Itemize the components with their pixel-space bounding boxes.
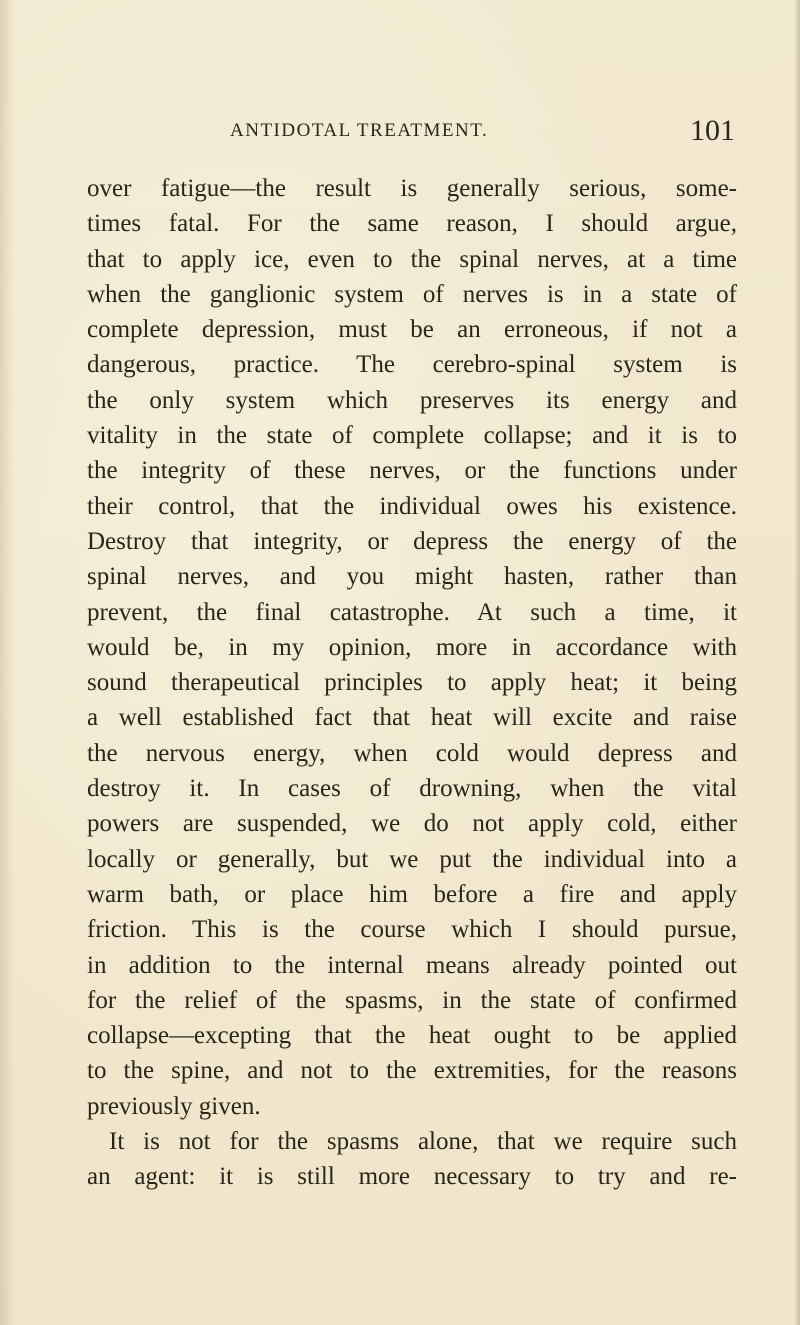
text-line: the nervous energy, when cold would depress and (87, 739, 737, 767)
text-line: over fatigue—the result is generally serious, some- (87, 175, 737, 202)
text-line: warm bath, or place him before a fire and apply (87, 880, 737, 908)
text-line: spinal nerves, and you might hasten, rather than (87, 563, 737, 591)
text-line: for the relief of the spasms, in the state of confirmed (87, 986, 737, 1014)
text-line: dangerous, practice. The cerebro-spinal system is (87, 351, 737, 379)
text-line: the only system which preserves its energy and (87, 386, 737, 414)
text-line: would be, in my opinion, more in accordance with (87, 633, 737, 661)
text-line: Destroy that integrity, or depress the energy of the (87, 527, 737, 555)
paragraph-end-line: previously given. (87, 1092, 261, 1120)
text-line: friction. This is the course which I should pursue, (87, 916, 737, 944)
running-title: ANTIDOTAL TREATMENT. (230, 120, 489, 141)
text-line: powers are suspended, we do not apply cold, either (87, 810, 737, 838)
running-head (230, 114, 735, 154)
spine-shadow (0, 0, 14, 1325)
page-number: 101 (690, 114, 735, 147)
text-line: complete depression, must be an erroneous, if not a (87, 316, 737, 344)
text-line: the integrity of these nerves, or the functions under (87, 457, 737, 485)
text-line: an agent: it is still more necessary to try and re- (87, 1163, 737, 1191)
text-line: collapse—excepting that the heat ought to be applied (87, 1022, 737, 1050)
text-line: destroy it. In cases of drowning, when the vital (87, 775, 737, 803)
text-line: when the ganglionic system of nerves is in a state of (87, 280, 737, 308)
text-line: to the spine, and not to the extremities, for the reasons (87, 1057, 737, 1085)
page-edge (794, 0, 800, 1325)
text-line: their control, that the individual owes his existence. (87, 492, 737, 520)
text-line: vitality in the state of complete collapse; and it is to (87, 422, 737, 450)
text-line: a well established fact that heat will excite and raise (87, 704, 737, 732)
text-line: prevent, the final catastrophe. At such a time, it (87, 598, 737, 626)
text-line: sound therapeutical principles to apply heat; it being (87, 669, 737, 697)
text-line: times fatal. For the same reason, I should argue, (87, 210, 737, 238)
text-line: locally or generally, but we put the individual into a (87, 845, 737, 873)
paragraph-start-line: It is not for the spasms alone, that we require such (109, 1128, 737, 1156)
body-text (87, 171, 737, 1195)
text-line: that to apply ice, even to the spinal nerves, at a time (87, 245, 737, 273)
text-line: in addition to the internal means already pointed out (87, 951, 737, 979)
